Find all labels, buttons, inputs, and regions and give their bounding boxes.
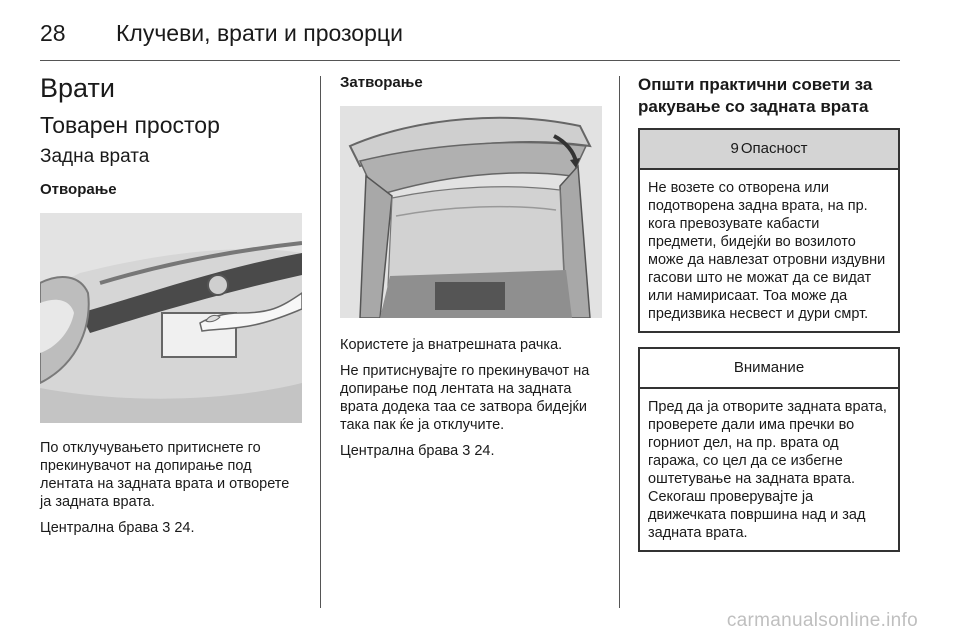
caution-text: Пред да ја отворите задната врата, проверете дали има пречки во горниот дел, на пр. врата од гаража, со цел да се избегне оштетување на задната врата. Секогаш проверувајте ја движечката површина над и зад задната врата. (648, 399, 887, 542)
header-divider (40, 60, 900, 61)
column-2 (340, 74, 602, 468)
tips-heading: Општи практични совети за ракување со задната врата (638, 75, 873, 117)
central-lock-reference (40, 519, 302, 537)
tailgate-open-illustration (340, 106, 602, 318)
danger-text: Не возете со отворена или подотворена задна врата, на пр. кога превозувате кабасти предмети, бидејќи во возилото може да навлезат отровни издувни гасови што не можат да се видат или намирисаат. Тоа може да предизвика несвест и дури смрт. (648, 180, 886, 323)
caution-header (640, 349, 898, 389)
reference-page[interactable]: 24. (474, 443, 495, 459)
section-title: Врати (40, 73, 115, 103)
opening-instruction: По отклучувањето притиснете го прекинувачот на допирање под лентата на задната врата и отворете ја задната врата. (40, 439, 290, 510)
topic-title: Задна врата (40, 146, 150, 168)
reference-label: Централна брава (340, 443, 459, 459)
reference-arrow-icon: 3 (162, 519, 171, 536)
caution-title: Внимание (733, 359, 805, 377)
danger-box (638, 128, 900, 333)
closing-heading: Затворање (340, 74, 423, 91)
danger-title: Опасност (740, 140, 808, 158)
chapter-title: Клучеви, врати и прозорци (116, 20, 403, 46)
column-1 (40, 74, 302, 545)
column-3 (638, 74, 900, 566)
danger-header (640, 130, 898, 170)
caution-box (638, 347, 900, 552)
warning-icon: 9 (730, 140, 739, 158)
page-number: 28 (40, 20, 66, 46)
column-divider-2 (619, 76, 620, 608)
tailgate-switch-illustration (40, 213, 302, 423)
central-lock-reference-2 (340, 442, 602, 460)
column-divider-1 (320, 76, 321, 608)
closing-instruction-1: Користете ја внатрешната рачка. (340, 337, 563, 353)
reference-arrow-icon: 3 (462, 443, 471, 459)
watermark: carmanualsonline.info (726, 610, 918, 631)
reference-page[interactable]: 24. (174, 519, 195, 536)
page-header (40, 14, 900, 58)
subsection-title: Товарен простор (40, 111, 220, 138)
opening-heading: Отворање (40, 180, 117, 198)
reference-label: Централна брава (40, 519, 159, 536)
closing-instruction-2: Не притиснувајте го прекинувачот на допирање под лентата на задната врата додека таа се затвора бидејќи така пак ќе ја отклучите. (340, 363, 590, 433)
